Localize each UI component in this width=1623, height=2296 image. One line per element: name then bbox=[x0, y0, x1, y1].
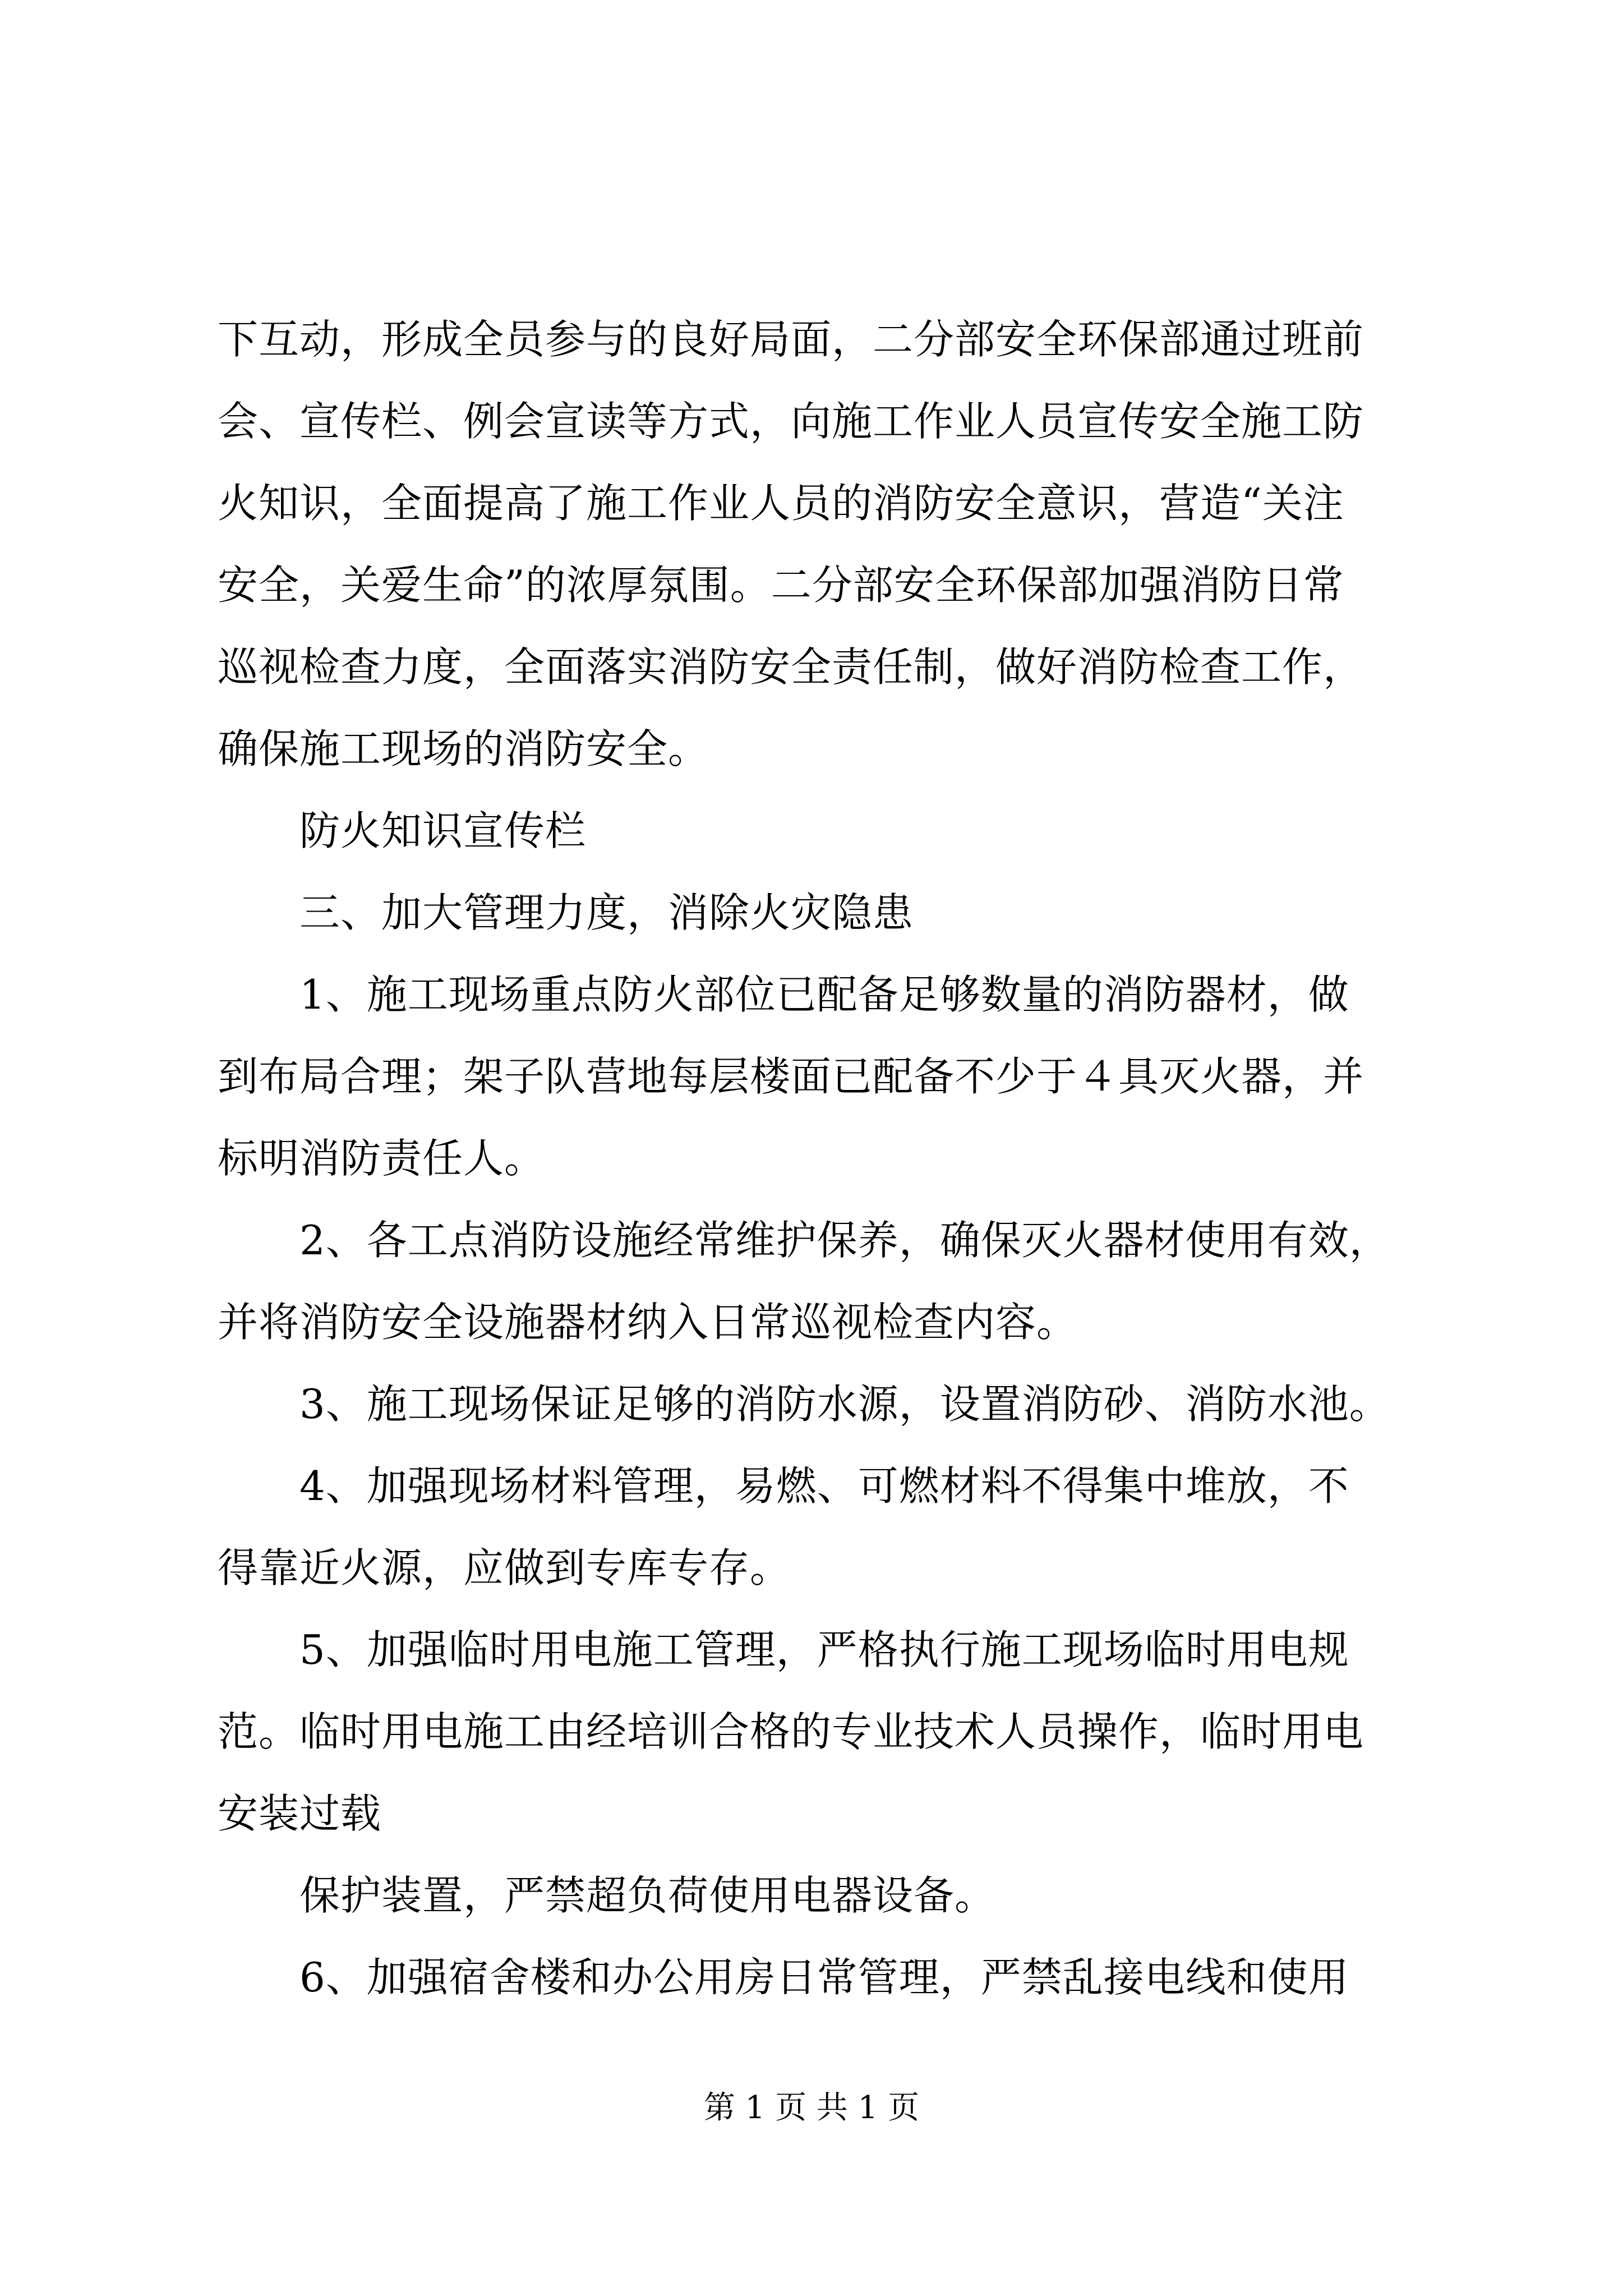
text-line: 巡视检查力度，全面落实消防安全责任制，做好消防检查工作， bbox=[218, 643, 1364, 691]
text-line: 安装过载 bbox=[218, 1790, 382, 1837]
text-line: 确保施工现场的消防安全。 bbox=[218, 725, 709, 772]
text-line: 得靠近火源，应做到专库专存。 bbox=[218, 1544, 791, 1591]
text-line: 3、施工现场保证足够的消防水源，设置消防砂、消防水池。 bbox=[299, 1381, 1390, 1428]
text-line: 1、施工现场重点防火部位已配备足够数量的消防器材，做 bbox=[299, 971, 1349, 1018]
text-line: 下互动，形成全员参与的良好局面，二分部安全环保部通过班前 bbox=[218, 316, 1364, 363]
text-line: 安全，关爱生命”的浓厚氛围。二分部安全环保部加强消防日常 bbox=[218, 562, 1344, 609]
text-line: 并将消防安全设施器材纳入日常巡视检查内容。 bbox=[218, 1299, 1078, 1346]
page-footer: 第 1 页 共 1 页 bbox=[703, 2090, 920, 2126]
text-line: 5、加强临时用电施工管理，严格执行施工现场临时用电规 bbox=[299, 1626, 1349, 1673]
text-line: 6、加强宿舍楼和办公用房日常管理，严禁乱接电线和使用 bbox=[299, 1954, 1349, 2001]
text-line: 火知识，全面提高了施工作业人员的消防安全意识，营造“关注 bbox=[218, 480, 1344, 527]
text-line: 保护装置，严禁超负荷使用电器设备。 bbox=[299, 1872, 996, 1919]
text-line: 2、各工点消防设施经常维护保养，确保灭火器材使用有效， bbox=[299, 1217, 1390, 1264]
text-line: 防火知识宣传栏 bbox=[299, 807, 587, 854]
text-line: 标明消防责任人。 bbox=[218, 1135, 546, 1182]
body-text bbox=[218, 298, 1412, 2018]
text-line: 范。临时用电施工由经培训合格的专业技术人员操作，临时用电 bbox=[218, 1708, 1364, 1755]
text-line: 会、宣传栏、例会宣读等方式，向施工作业人员宣传安全施工防 bbox=[218, 398, 1364, 445]
text-line: 4、加强现场材料管理，易燃、可燃材料不得集中堆放，不 bbox=[299, 1462, 1349, 1510]
text-line: 到布局合理；架子队营地每层楼面已配备不少于４具灭火器，并 bbox=[218, 1053, 1364, 1100]
section-heading: 三、加大管理力度，消除火灾隐患 bbox=[299, 889, 914, 936]
